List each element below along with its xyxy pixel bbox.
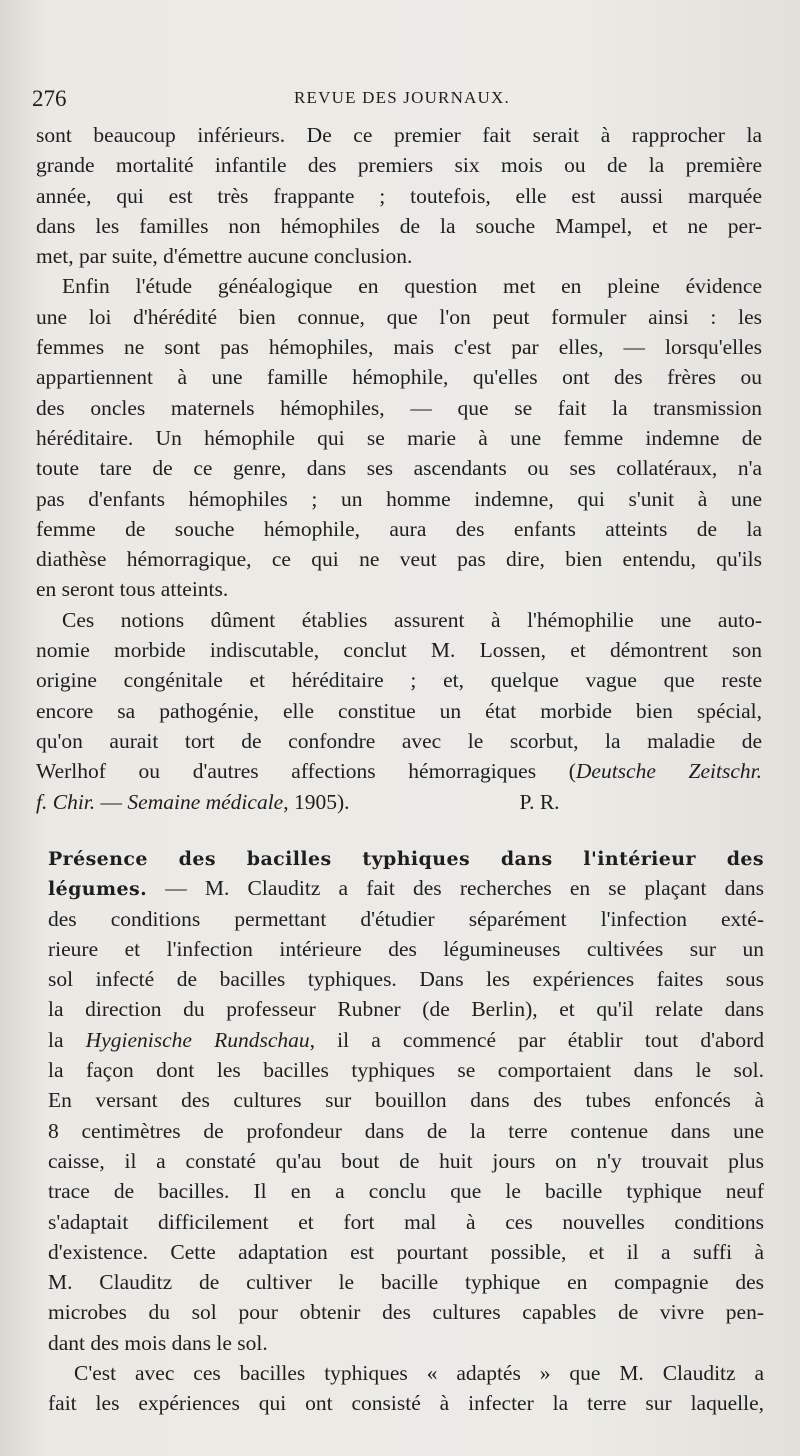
citation-line bbox=[36, 787, 762, 817]
author-signature: P. R. bbox=[519, 789, 560, 814]
text-line: C'est avec ces bacilles typhiques « adaptés » que M. Clauditz a bbox=[74, 1361, 764, 1386]
text-fragment: la bbox=[48, 1027, 86, 1052]
text-line: femme de souche hémophile, aura des enfants atteints de la bbox=[36, 516, 762, 541]
text-line bbox=[36, 756, 762, 786]
text-line: d'existence. Cette adaptation est pourtant possible, et il a suffi à bbox=[48, 1239, 764, 1264]
text-line: des oncles maternels hémophiles, — que se fait la transmission bbox=[36, 395, 762, 420]
text-fragment: — bbox=[95, 789, 128, 814]
text-line bbox=[48, 1025, 764, 1055]
text-line: trace de bacilles. Il en a conclu que le bacille typhique neuf bbox=[48, 1179, 764, 1204]
article-typhoid-bacilli bbox=[48, 843, 764, 1419]
journal-title: Semaine médicale bbox=[127, 789, 284, 814]
text-line: la direction du professeur Rubner (de Berlin), et qu'il relate dans bbox=[48, 997, 764, 1022]
text-line: En versant des cultures sur bouillon dans des tubes enfoncés à bbox=[48, 1088, 764, 1113]
text-line: Enfin l'étude généalogique en question met en pleine évidence bbox=[62, 274, 762, 299]
article-continuation bbox=[36, 120, 762, 817]
text-line: appartiennent à une famille hémophile, qu'elles ont des frères ou bbox=[36, 365, 762, 390]
text-line: sol infecté de bacilles typhiques. Dans les expériences faites sous bbox=[48, 967, 764, 992]
text-line: Ces notions dûment établies assurent à l'hémophilie une auto- bbox=[62, 607, 762, 632]
text-line: femmes ne sont pas hémophiles, mais c'est par elles, — lorsqu'elles bbox=[36, 335, 762, 360]
text-line: pas d'enfants hémophiles ; un homme indemne, qui s'unit à une bbox=[36, 486, 762, 511]
article-title-line bbox=[48, 843, 764, 873]
running-head: REVUE DES JOURNAUX. bbox=[294, 88, 510, 107]
text-line: héréditaire. Un hémophile qui se marie à une femme indemne de bbox=[36, 425, 762, 450]
article-title: Présence des bacilles typhiques dans l'intérieur des bbox=[48, 848, 764, 870]
text-line: met, par suite, d'émettre aucune conclusion. bbox=[36, 244, 413, 269]
text-line: dans les familles non hémophiles de la souche Mampel, et ne per- bbox=[36, 213, 762, 238]
text-line: fait les expériences qui ont consisté à infecter la terre sur laquelle, bbox=[48, 1391, 764, 1416]
text-line: qu'on aurait tort de confondre avec le scorbut, la maladie de bbox=[36, 728, 762, 753]
text-line: encore sa pathogénie, elle constitue un état morbide bien spécial, bbox=[36, 698, 762, 723]
text-line: grande mortalité infantile des premiers six mois ou de la première bbox=[36, 153, 762, 178]
text-line bbox=[48, 873, 764, 903]
journal-title: Deutsche Zeitschr. bbox=[575, 759, 762, 784]
text-line: caisse, il a constaté qu'au bout de huit jours on n'y trouvait plus bbox=[48, 1148, 764, 1173]
text-line: 8 centimètres de profondeur dans de la terre contenue dans une bbox=[48, 1118, 764, 1143]
journal-title: Hygienische Rundschau bbox=[85, 1027, 310, 1052]
text-line: sont beaucoup inférieurs. De ce premier fait serait à rapprocher la bbox=[36, 123, 762, 147]
text-line: année, qui est très frappante ; toutefois, elle est aussi marquée bbox=[36, 183, 762, 208]
text-fragment: , il a commencé par établir tout d'abord bbox=[309, 1027, 764, 1052]
text-fragment: Werlhof ou d'autres affections hémorragiques ( bbox=[36, 759, 576, 784]
text-line: diathèse hémorragique, ce qui ne veut pas dire, bien entendu, qu'ils bbox=[36, 547, 762, 572]
text-line: s'adaptait difficilement et fort mal à ces nouvelles conditions bbox=[48, 1209, 764, 1234]
text-fragment: — M. Clauditz a fait des recherches en se plaçant dans bbox=[147, 876, 764, 901]
text-line: la façon dont les bacilles typhiques se comportaient dans le sol. bbox=[48, 1058, 764, 1083]
text-line: microbes du sol pour obtenir des cultures capables de vivre pen- bbox=[48, 1300, 764, 1325]
text-line: rieure et l'infection intérieure des légumineuses cultivées sur un bbox=[48, 936, 764, 961]
text-line: dant des mois dans le sol. bbox=[48, 1330, 268, 1355]
page-number: 276 bbox=[32, 86, 67, 111]
text-line: en seront tous atteints. bbox=[36, 577, 229, 602]
text-line: des conditions permettant d'étudier séparément l'infection exté- bbox=[48, 906, 764, 931]
journal-title: f. Chir. bbox=[36, 789, 96, 814]
text-line: nomie morbide indiscutable, conclut M. Lossen, et démontrent son bbox=[36, 638, 762, 663]
text-fragment: , 1905). bbox=[283, 789, 350, 814]
article-title-cont: légumes. bbox=[48, 878, 148, 901]
text-line: M. Clauditz de cultiver le bacille typhique en compagnie des bbox=[48, 1270, 764, 1295]
text-line: origine congénitale et héréditaire ; et, quelque vague que reste bbox=[36, 668, 762, 693]
text-line: toute tare de ce genre, dans ses ascendants ou ses collatéraux, n'a bbox=[36, 456, 762, 481]
text-line: une loi d'hérédité bien connue, que l'on peut formuler ainsi : les bbox=[36, 304, 762, 329]
page-header bbox=[32, 86, 772, 116]
